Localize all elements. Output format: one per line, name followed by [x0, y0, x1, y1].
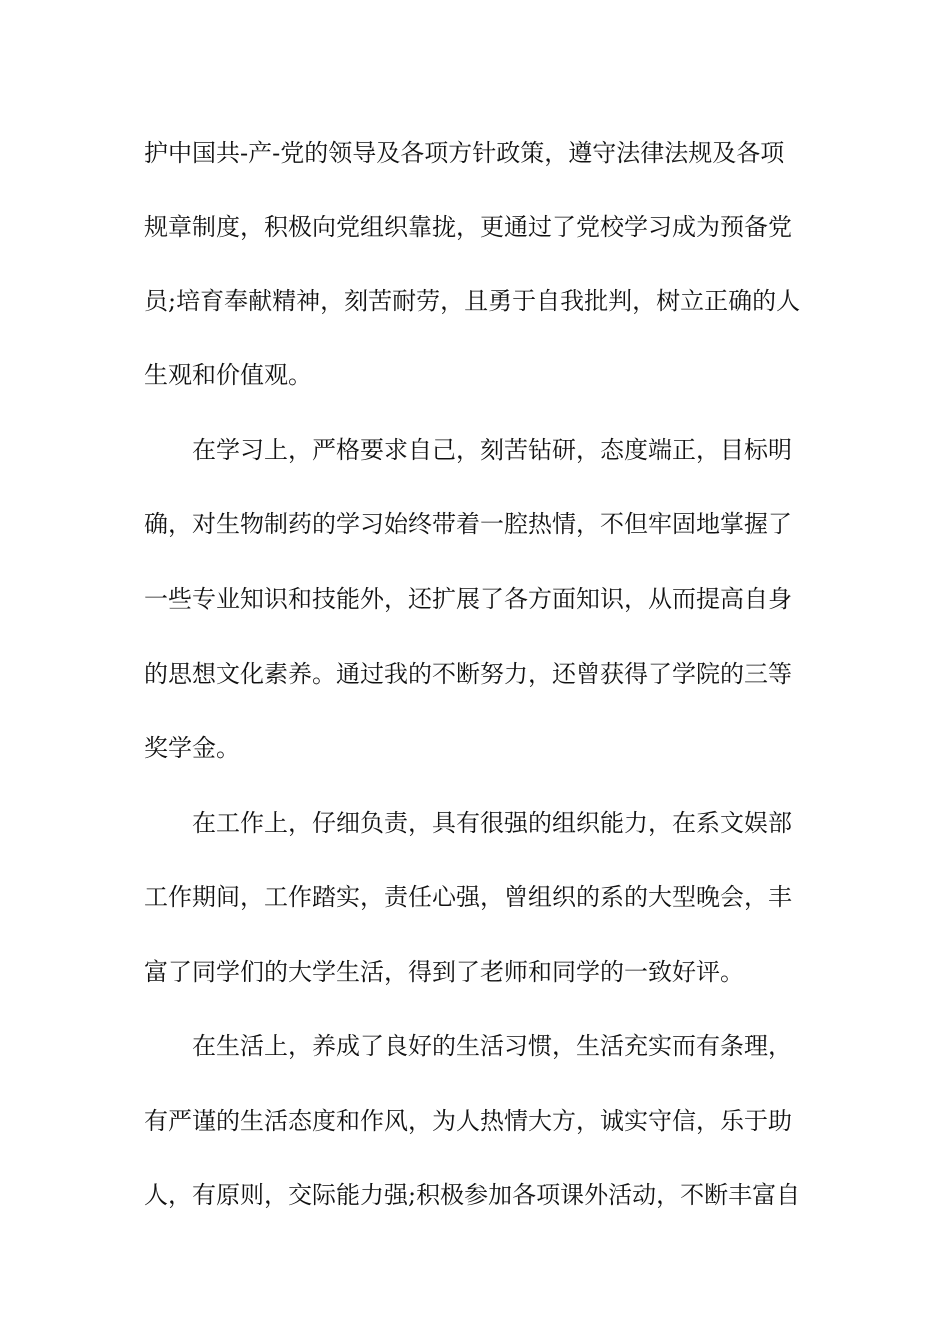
- text-line: 确，对生物制药的学习始终带着一腔热情，不但牢固地掌握了: [144, 510, 792, 538]
- text-line: 有严谨的生活态度和作风，为人热情大方，诚实守信，乐于助: [144, 1107, 792, 1135]
- text-line: 的思想文化素养。通过我的不断努力，还曾获得了学院的三等: [144, 660, 792, 688]
- paragraph-first-line: 在学习上，严格要求自己，刻苦钻研，态度端正，目标明: [192, 436, 792, 464]
- text-line: 人，有原则，交际能力强;积极参加各项课外活动，不断丰富自: [144, 1181, 801, 1209]
- text-line: 员;培育奉献精神，刻苦耐劳，且勇于自我批判，树立正确的人: [144, 287, 801, 315]
- text-line: 奖学金。: [144, 734, 240, 762]
- paragraph-first-line: 在生活上，养成了良好的生活习惯，生活充实而有条理，: [192, 1032, 792, 1060]
- paragraph-first-line: 在工作上，仔细负责，具有很强的组织能力，在系文娱部: [192, 809, 792, 837]
- text-line: 工作期间，工作踏实，责任心强，曾组织的系的大型晚会，丰: [144, 883, 792, 911]
- text-line: 护中国共-产-党的领导及各项方针政策，遵守法律法规及各项: [144, 139, 785, 167]
- text-line: 富了同学们的大学生活，得到了老师和同学的一致好评。: [144, 958, 744, 986]
- text-line: 生观和价值观。: [144, 361, 312, 389]
- text-line: 规章制度，积极向党组织靠拢，更通过了党校学习成为预备党: [144, 213, 792, 241]
- text-line: 一些专业知识和技能外，还扩展了各方面知识，从而提高自身: [144, 585, 792, 613]
